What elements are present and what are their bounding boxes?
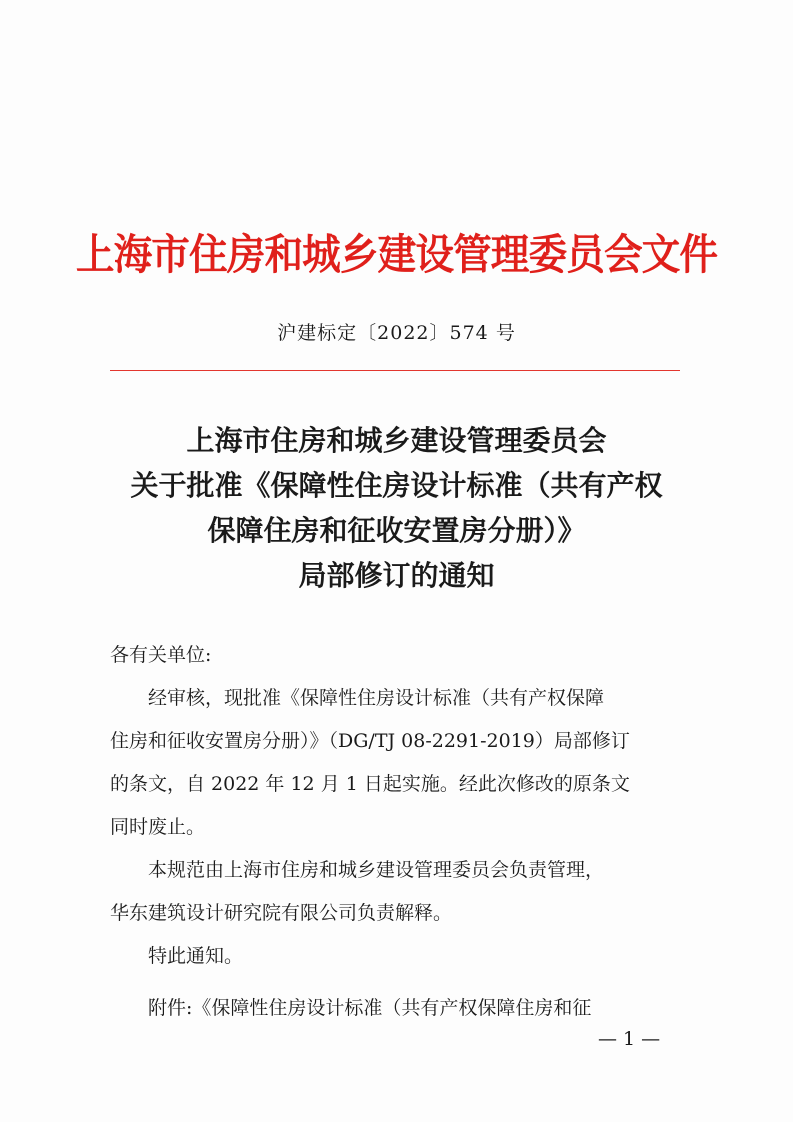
- red-divider-rule: [110, 370, 680, 371]
- notice-title: [0, 418, 793, 598]
- closing-remark: 特此通知。: [148, 945, 244, 967]
- paragraph-line: 的条文，自 2022 年 12 月 1 日起实施。经此次修改的原条文: [110, 773, 630, 795]
- attachment-line: 附件:《保障性住房设计标准（共有产权保障住房和征: [148, 997, 592, 1019]
- paragraph-line: 住房和征收安置房分册）》（DG/TJ 08-2291-2019）局部修订: [110, 730, 630, 752]
- title-line: 保障住房和征收安置房分册）》: [207, 514, 586, 547]
- title-line: 局部修订的通知: [298, 559, 495, 592]
- title-line: 上海市住房和城乡建设管理委员会: [186, 424, 607, 457]
- paragraph-line: 同时废止。: [110, 816, 206, 838]
- salutation: 各有关单位:: [110, 644, 212, 666]
- paragraph-line: 本规范由上海市住房和城乡建设管理委员会负责管理，: [148, 859, 605, 881]
- title-line: 关于批准《保障性住房设计标准（共有产权: [130, 469, 663, 502]
- paragraph-line: 华东建筑设计研究院有限公司负责解释。: [110, 902, 453, 924]
- notice-body: [110, 634, 690, 978]
- page-number: — 1 —: [598, 1028, 661, 1050]
- document-number: 沪建标定〔2022〕574 号: [277, 322, 516, 344]
- paragraph-line: 经审核，现批准《保障性住房设计标准（共有产权保障: [148, 687, 605, 709]
- issuing-authority-header: 上海市住房和城乡建设管理委员会文件: [75, 230, 718, 279]
